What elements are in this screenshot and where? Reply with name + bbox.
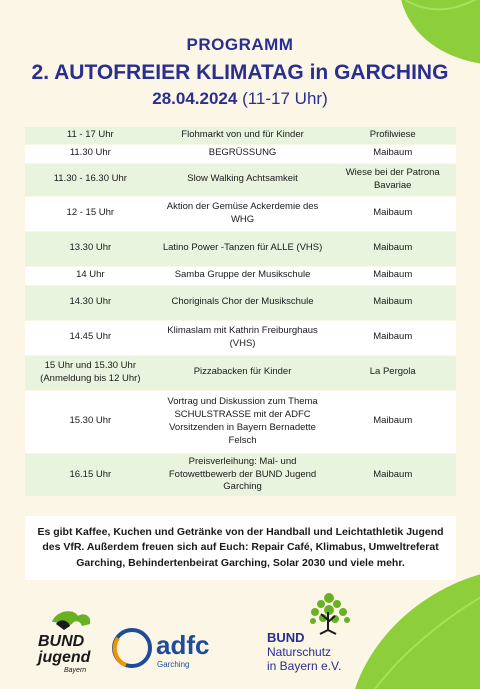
schedule-row: [25, 231, 456, 266]
schedule-location: La Pergola: [329, 355, 456, 390]
schedule-row: [25, 320, 456, 355]
schedule-row: [25, 266, 456, 285]
schedule-row: [25, 163, 456, 196]
schedule-time: 14.30 Uhr: [25, 285, 156, 320]
schedule-time: 14.45 Uhr: [25, 320, 156, 355]
bund-jugend-logo: [34, 608, 104, 674]
schedule-table: [25, 127, 456, 497]
schedule-location: Profilwiese: [329, 127, 456, 144]
header: [0, 35, 480, 109]
schedule-row: [25, 144, 456, 163]
schedule-row: [25, 355, 456, 390]
adfc-logo: [110, 624, 235, 672]
schedule-time: 12 - 15 Uhr: [25, 196, 156, 231]
bund-natur-line3: in Bayern e.V.: [267, 659, 342, 673]
schedule-time: 15 Uhr und 15.30 Uhr (Anmeldung bis 12 Uhr): [25, 355, 156, 390]
adfc-name: adfc: [156, 630, 210, 660]
schedule-time: 11.30 Uhr: [25, 144, 156, 163]
event-date: [0, 89, 480, 109]
schedule-row: [25, 196, 456, 231]
info-note: Es gibt Kaffee, Kuchen und Getränke von der Handball und Leichtathletik Jugend des VfR. Außerdem freuen sich auf Euch: Repair Café, Klimabus, Umweltreferat Garching, Behindertenbeirat Garching, Solar 2030 und viele mehr.: [25, 516, 456, 580]
schedule-location: Maibaum: [329, 266, 456, 285]
schedule-time: 11 - 17 Uhr: [25, 127, 156, 144]
schedule-event: Choriginals Chor der Musikschule: [156, 285, 330, 320]
schedule-event: Samba Gruppe der Musikschule: [156, 266, 330, 285]
schedule-event: BEGRÜSSUNG: [156, 144, 330, 163]
schedule-event: Pizzabacken für Kinder: [156, 355, 330, 390]
schedule-location: Maibaum: [329, 196, 456, 231]
schedule-time: 13.30 Uhr: [25, 231, 156, 266]
schedule-location: Maibaum: [329, 320, 456, 355]
date-text: 28.04.2024: [152, 89, 238, 108]
schedule-event: Latino Power -Tanzen für ALLE (VHS): [156, 231, 330, 266]
schedule-location: Maibaum: [329, 144, 456, 163]
schedule-time: 11.30 - 16.30 Uhr: [25, 163, 156, 196]
programm-heading: PROGRAMM: [186, 35, 294, 54]
schedule-row: [25, 127, 456, 144]
schedule-time: 14 Uhr: [25, 266, 156, 285]
schedule-location: Maibaum: [329, 285, 456, 320]
schedule-row: [25, 390, 456, 453]
bund-natur-line1: BUND: [267, 630, 305, 645]
bund-naturschutz-logo: [265, 590, 375, 675]
adfc-sub: Garching: [157, 660, 190, 669]
schedule-event: Flohmarkt von und für Kinder: [156, 127, 330, 144]
schedule-event: Klimaslam mit Kathrin Freiburghaus (VHS): [156, 320, 330, 355]
time-range-text: (11-17 Uhr): [242, 89, 328, 108]
schedule-row: [25, 453, 456, 496]
bund-jugend-line3: Bayern: [64, 667, 87, 674]
schedule-event: Vortrag und Diskussion zum Thema SCHULSTRASSE mit der ADFC Vorsitzenden in Bayern Bernadette Felsch: [156, 390, 330, 453]
schedule-location: Maibaum: [329, 390, 456, 453]
schedule-event: Aktion der Gemüse Ackerdemie des WHG: [156, 196, 330, 231]
event-title: 2. AUTOFREIER KLIMATAG in GARCHING: [31, 61, 449, 84]
schedule-event: Preisverleihung: Mal- und Fotowettbewerb der BUND Jugend Garching: [156, 453, 330, 496]
bund-natur-line2: Naturschutz: [267, 645, 332, 659]
bund-jugend-line2: jugend: [38, 649, 91, 666]
schedule-event: Slow Walking Achtsamkeit: [156, 163, 330, 196]
schedule-location: Maibaum: [329, 453, 456, 496]
schedule-location: Maibaum: [329, 231, 456, 266]
schedule-time: 16.15 Uhr: [25, 453, 156, 496]
schedule-row: [25, 285, 456, 320]
schedule-location: Wiese bei der Patrona Bavariae: [329, 163, 456, 196]
schedule-time: 15.30 Uhr: [25, 390, 156, 453]
bund-jugend-line1: BUND: [38, 633, 85, 650]
